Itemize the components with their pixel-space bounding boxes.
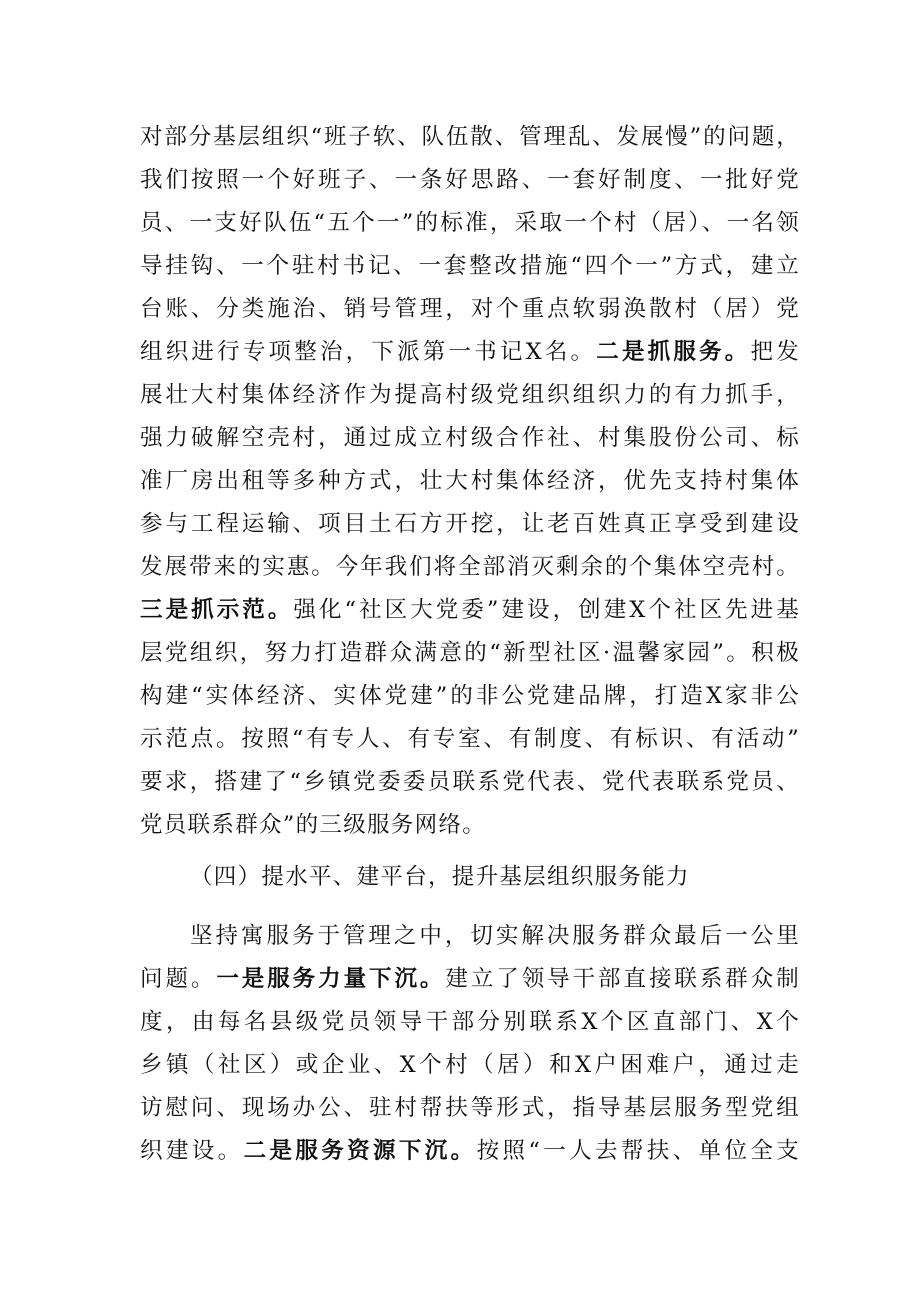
text-line: 访慰问、现场办公、驻村帮扶等形式，指导基层服务型党组 [140,1095,800,1121]
text-line: 我们按照一个好班子、一条好思路、一套好制度、一批好党 [140,167,800,193]
bold-keyphrase: 一是服务力量下沉。 [216,966,446,992]
text-line: 员、一支好队伍“五个一”的标准，采取一个村（居）、一名领 [140,210,800,236]
text-segment: 建立了领导干部直接联系群众制 [445,966,800,992]
text-line [140,331,800,374]
text-line: 坚持寓服务于管理之中，切实解决服务群众最后一公里 [190,923,800,949]
text-line: 要求，搭建了“乡镇党委委员联系党代表、党代表联系党员、 [140,769,800,795]
text-line: 层党组织，努力打造群众满意的“新型社区·温馨家园”。积极 [140,640,800,666]
text-line: 度，由每名县级党员领导干部分别联系X个区直部门、X个 [140,1009,800,1035]
text-segment: 把发 [750,339,800,365]
text-line: 参与工程运输、项目土石方开挖，让老百姓真正享受到建设 [140,511,800,537]
text-line: 台账、分类施治、销号管理，对个重点软弱涣散村（居）党 [140,296,800,322]
text-line: 导挂钩、一个驻村书记、一套整改措施“四个一”方式，建立 [140,253,800,279]
text-line: 强力破解空壳村，通过成立村级合作社、村集股份公司、标 [140,425,800,451]
body-paragraph-1 [140,116,800,847]
text-line: 对部分基层组织“班子软、队伍散、管理乱、发展慢”的问题， [140,124,800,150]
text-line [140,589,800,632]
bold-keyphrase: 二是服务资源下沉。 [243,1138,477,1164]
text-segment: 织建设。 [140,1138,244,1164]
bold-keyphrase: 三是抓示范。 [140,597,294,623]
text-line: 党员联系群众”的三级服务网络。 [140,812,487,838]
section-heading: （四）提水平、建平台，提升基层组织服务能力 [190,864,690,890]
text-segment: 问题。 [140,966,217,992]
text-line [140,1130,800,1173]
text-line: 展壮大村集体经济作为提高村级党组织组织力的有力抓手， [140,382,800,408]
text-line [140,958,800,1001]
text-line: 乡镇（社区）或企业、X个村（居）和X户困难户，通过走 [140,1052,800,1078]
text-segment: 组织进行专项整治，下派第一书记X名。 [140,339,597,365]
text-segment: 按照“一人去帮扶、单位全支 [476,1138,801,1164]
bold-keyphrase: 二是抓服务。 [596,339,751,365]
text-line: 构建“实体经济、实体党建”的非公党建品牌，打造X家非公 [140,683,800,709]
text-line: 准厂房出租等多种方式，壮大村集体经济，优先支持村集体 [140,468,800,494]
text-line: 发展带来的实惠。今年我们将全部消灭剩余的个集体空壳村。 [140,554,800,580]
text-segment: 强化“社区大党委”建设，创建X个社区先进基 [293,597,800,623]
text-line: 示范点。按照“有专人、有专室、有制度、有标识、有活动” [140,726,800,752]
body-paragraph-2 [140,915,800,1173]
